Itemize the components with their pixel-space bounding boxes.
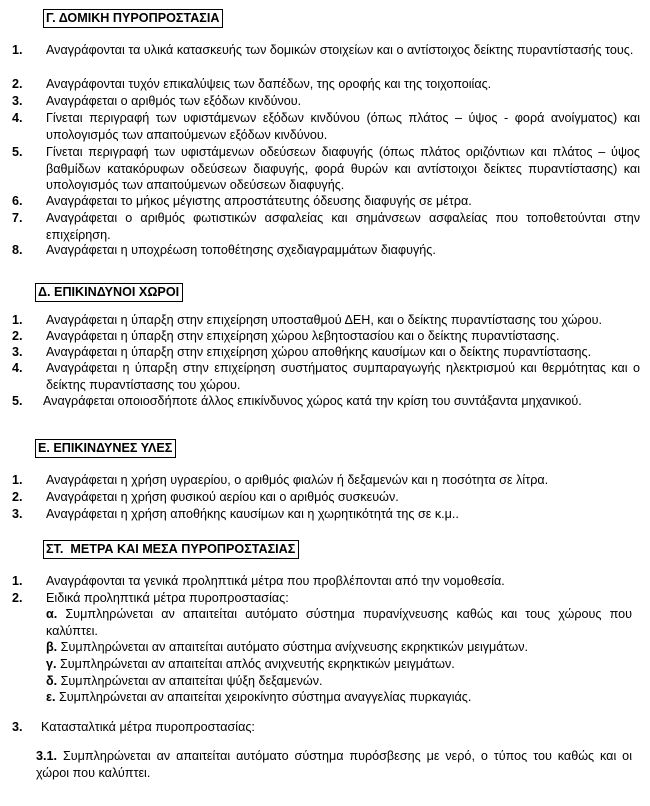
item-text: Αναγράφεται η ύπαρξη στην επιχείρηση χώρου αποθήκης καυσίμων και ο δείκτης πυραντίστασης.	[46, 345, 592, 359]
item-text: Αναγράφεται η ύπαρξη στην επιχείρηση συστήματος συμπαραγωγής ηλεκτρισμού και θερμότητας και ο δείκτης πυραντίστασης του χώρου.	[46, 361, 640, 392]
item-number: 1.	[12, 313, 23, 327]
sub-item-text: Συμπληρώνεται αν απαιτείται χειροκίνητο σύστημα αναγγελίας πυρκαγιάς.	[55, 690, 472, 704]
list-item	[12, 344, 640, 361]
item-text: Γίνεται περιγραφή των υφιστάμενων εξόδων κινδύνου (όπως πλάτος – ύψος - φορά ανοίγματος) και υπολογισμός των απαιτούμενων εξόδων κινδύνου.	[46, 111, 640, 142]
item-number: 4.	[12, 111, 23, 125]
list-item	[12, 93, 640, 110]
sub-item-label: γ.	[46, 657, 57, 671]
item-text: Αναγράφεται ο αριθμός των εξόδων κινδύνου.	[46, 94, 302, 108]
sub-item	[46, 673, 632, 690]
sub-item-text: Συμπληρώνεται αν απαιτείται αυτόματο σύστημα ανίχνευσης εκρηκτικών μειγμάτων.	[57, 640, 529, 654]
item-text: Αναγράφεται το μήκος μέγιστης απροστάτευτης όδευσης διαφυγής σε μέτρα.	[46, 194, 472, 208]
sub-item-label: α.	[46, 607, 58, 621]
item-number: 7.	[12, 211, 23, 225]
list-item	[12, 360, 640, 393]
sub-item-text: Συμπληρώνεται αν απαιτείται ψύξη δεξαμενών.	[57, 674, 323, 688]
list-item	[12, 210, 640, 243]
item-text: Αναγράφεται η χρήση φυσικού αερίου και ο αριθμός συσκευών.	[46, 490, 399, 504]
list-item	[12, 312, 640, 329]
section-heading-e: Ε. ΕΠΙΚΙΝΔΥΝΕΣ ΥΛΕΣ	[35, 439, 176, 458]
item-text: Αναγράφεται η χρήση υγραερίου, ο αριθμός φιαλών ή δεξαμενών και η ποσότητα σε λίτρα.	[46, 473, 549, 487]
sub-item-label: ε.	[46, 690, 56, 704]
sub-item-text: Συμπληρώνεται αν απαιτείται αυτόματο σύστημα πυρόσβεσης με νερό, ο τύπος του καθώς και οι χώροι που καλύπτει.	[36, 749, 632, 780]
item-number: 1.	[12, 574, 23, 588]
item-text: Αναγράφονται τυχόν επικαλύψεις των δαπέδων, της οροφής και της τοιχοποιίας.	[46, 77, 492, 91]
item-number: 3.	[12, 507, 23, 521]
section-heading-g: Γ. ΔΟΜΙΚΗ ΠΥΡΟΠΡΟΣΤΑΣΙΑ	[43, 9, 223, 28]
item-text: Αναγράφονται τα γενικά προληπτικά μέτρα που προβλέπονται από την νομοθεσία.	[46, 574, 505, 588]
item-number: 8.	[12, 243, 23, 257]
sub-item	[46, 606, 632, 639]
list-item	[12, 489, 640, 506]
item-text: Αναγράφεται οποιοσδήποτε άλλος επικίνδυνος χώρος κατά την κρίση του συντάξαντα μηχανικού.	[43, 394, 582, 408]
item-number: 2.	[12, 77, 23, 91]
item-number: 1.	[12, 43, 23, 57]
list-item	[12, 144, 640, 194]
list-item	[12, 242, 640, 259]
list-item	[12, 193, 640, 210]
item-text: Αναγράφεται η υποχρέωση τοποθέτησης σχεδιαγραμμάτων διαφυγής.	[46, 243, 436, 257]
sub-item	[36, 748, 632, 781]
item-text: Αναγράφεται ο αριθμός φωτιστικών ασφαλείας και σημάνσεων ασφαλείας που τοποθετούνται στην επιχείρηση.	[46, 211, 640, 242]
item-number: 3.	[12, 345, 23, 359]
list-item	[12, 393, 640, 410]
item-text: Ειδικά προληπτικά μέτρα πυροπροστασίας:	[46, 591, 289, 605]
item-number: 2.	[12, 329, 23, 343]
item-number: 5.	[12, 394, 23, 408]
item-number: 5.	[12, 145, 23, 159]
item-text: Αναγράφεται η ύπαρξη στην επιχείρηση χώρου λεβητοστασίου και ο δείκτης πυραντίστασης.	[46, 329, 560, 343]
item-text: Αναγράφονται τα υλικά κατασκευής των δομικών στοιχείων και ο αντίστοιχος δείκτης πυραντίστασής τους.	[46, 43, 634, 57]
list-item	[12, 328, 640, 345]
sub-item-label: β.	[46, 640, 58, 654]
section-heading-st: ΣΤ. ΜΕΤΡΑ ΚΑΙ ΜΕΣΑ ΠΥΡΟΠΡΟΣΤΑΣΙΑΣ	[43, 540, 299, 559]
item-number: 3.	[12, 94, 23, 108]
item-number: 2.	[12, 490, 23, 504]
sub-item-text: Συμπληρώνεται αν απαιτείται αυτόματο σύστημα πυρανίχνευσης καθώς και τους χώρους που καλύπτει.	[46, 607, 632, 638]
sub-item	[46, 656, 632, 673]
item-text: Γίνεται περιγραφή των υφιστάμενων οδεύσεων διαφυγής (όπως πλάτος οριζόντιων και πλάτος – ύψος βαθμίδων κατακόρυφων οδεύσεων διαφυγής, φορά θυρών και αντίστοιχοι δείκτες πυραντίστασης) και υπολογισμός των απαιτούμενων οδεύσεων διαφυγής.	[46, 145, 640, 193]
item-number: 1.	[12, 473, 23, 487]
item-number: 4.	[12, 361, 23, 375]
list-item	[12, 110, 640, 143]
list-item	[12, 472, 640, 489]
sub-item-label: 3.1.	[36, 749, 58, 763]
item-number: 3.	[12, 720, 23, 734]
list-item	[12, 42, 640, 59]
item-text: Κατασταλτικά μέτρα πυροπροστασίας:	[41, 720, 255, 734]
sub-item-text: Συμπληρώνεται αν απαιτείται απλός ανιχνευτής εκρηκτικών μειγμάτων.	[56, 657, 455, 671]
sub-item	[46, 689, 632, 706]
section-heading-d: Δ. ΕΠΙΚΙΝΔΥΝΟΙ ΧΩΡΟΙ	[35, 283, 183, 302]
list-item	[12, 719, 640, 736]
item-number: 6.	[12, 194, 23, 208]
list-item	[12, 590, 640, 607]
item-text: Αναγράφεται η χρήση αποθήκης καυσίμων και η χωρητικότητά της σε κ.μ..	[46, 507, 459, 521]
list-item	[12, 573, 640, 590]
item-number: 2.	[12, 591, 23, 605]
item-text: Αναγράφεται η ύπαρξη στην επιχείρηση υποσταθμού ΔΕΗ, και ο δείκτης πυραντίστασης του χώρου.	[46, 313, 602, 327]
sub-item	[46, 639, 632, 656]
list-item	[12, 76, 640, 93]
sub-item-label: δ.	[46, 674, 58, 688]
list-item	[12, 506, 640, 523]
